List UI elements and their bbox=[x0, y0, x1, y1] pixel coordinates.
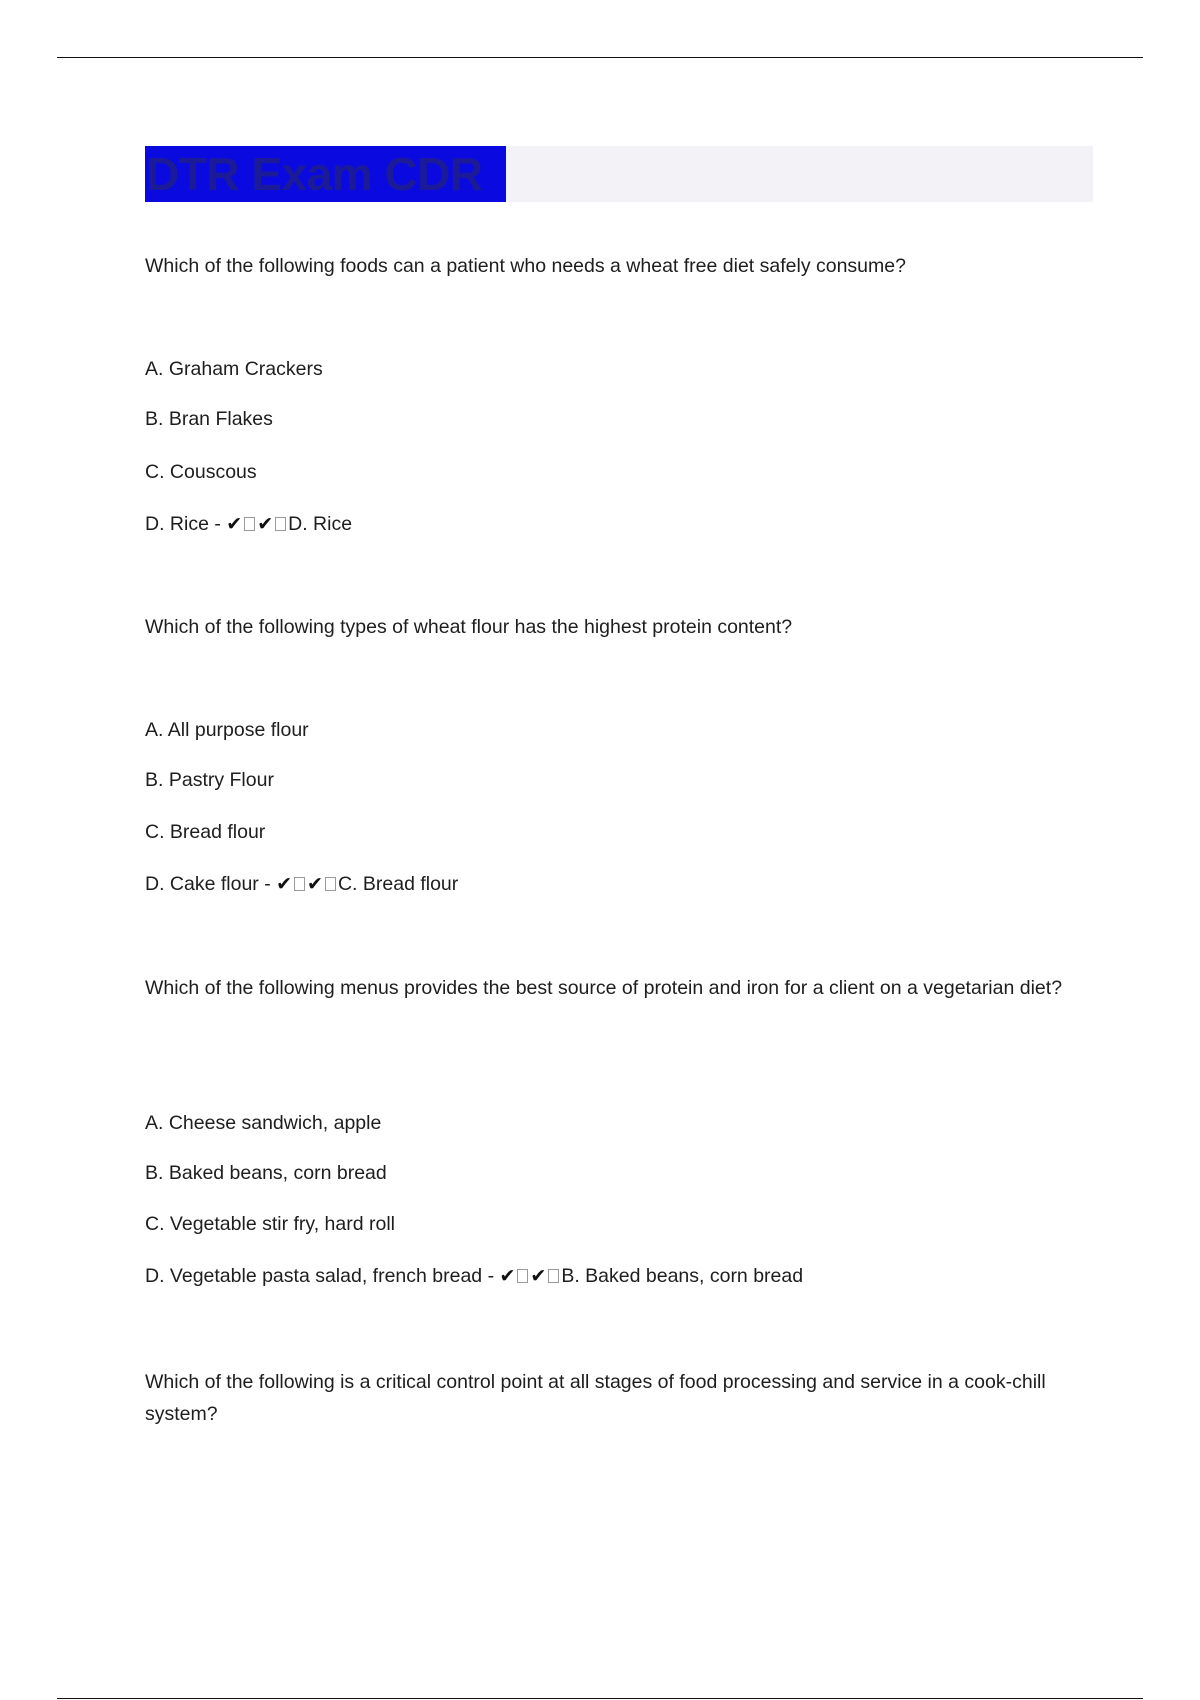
question-3-text: Which of the following menus provides the best source of protein and iron for a client on a vegetarian diet? bbox=[145, 977, 1063, 999]
option-d-label: D. Rice - bbox=[145, 513, 221, 535]
question-4-text: Which of the following is a critical control point at all stages of food processing and service in a cook-chill system? bbox=[145, 1371, 1046, 1425]
check-icon: ✔ bbox=[530, 1265, 547, 1287]
checkbox-icon bbox=[548, 1269, 559, 1283]
question-3-option-a: A. Cheese sandwich, apple bbox=[145, 1112, 382, 1134]
question-3-option-d bbox=[145, 1260, 803, 1292]
question-3-option-c: C. Vegetable stir fry, hard roll bbox=[145, 1213, 395, 1235]
checkbox-icon bbox=[325, 877, 336, 891]
question-2-text: Which of the following types of wheat flour has the highest protein content? bbox=[145, 616, 793, 638]
document-title: DTR Exam CDR bbox=[146, 148, 483, 200]
question-1-option-a: A. Graham Crackers bbox=[145, 358, 323, 380]
answer-text: B. Baked beans, corn bread bbox=[561, 1265, 804, 1287]
option-d-label: D. Cake flour - bbox=[145, 873, 271, 895]
title-highlight bbox=[145, 146, 506, 202]
checkbox-icon bbox=[294, 877, 305, 891]
checkbox-icon bbox=[275, 517, 286, 531]
top-rule bbox=[57, 57, 1143, 58]
check-icon: ✔ bbox=[226, 513, 243, 535]
answer-text: C. Bread flour bbox=[337, 873, 459, 895]
check-icon: ✔ bbox=[307, 873, 323, 895]
question-1-text: Which of the following foods can a patient who needs a wheat free diet safely consume? bbox=[145, 255, 906, 277]
checkbox-icon bbox=[244, 517, 255, 531]
question-2-option-b: B. Pastry Flour bbox=[145, 769, 274, 791]
title-bar bbox=[145, 146, 1093, 202]
question-1-option-b: B. Bran Flakes bbox=[145, 408, 273, 430]
question-1-option-d bbox=[145, 508, 352, 540]
check-icon: ✔ bbox=[499, 1265, 516, 1287]
bottom-rule bbox=[57, 1698, 1143, 1699]
option-d-label: D. Vegetable pasta salad, french bread - bbox=[145, 1265, 495, 1287]
question-1-option-c: C. Couscous bbox=[145, 461, 257, 483]
question-2-option-d bbox=[145, 868, 458, 900]
question-2-option-c: C. Bread flour bbox=[145, 821, 266, 843]
answer-text: D. Rice bbox=[288, 513, 353, 535]
question-2-option-a: A. All purpose flour bbox=[145, 719, 309, 741]
check-icon: ✔ bbox=[276, 873, 293, 895]
check-icon: ✔ bbox=[257, 513, 274, 535]
question-3-option-b: B. Baked beans, corn bread bbox=[145, 1162, 387, 1184]
checkbox-icon bbox=[517, 1269, 528, 1283]
